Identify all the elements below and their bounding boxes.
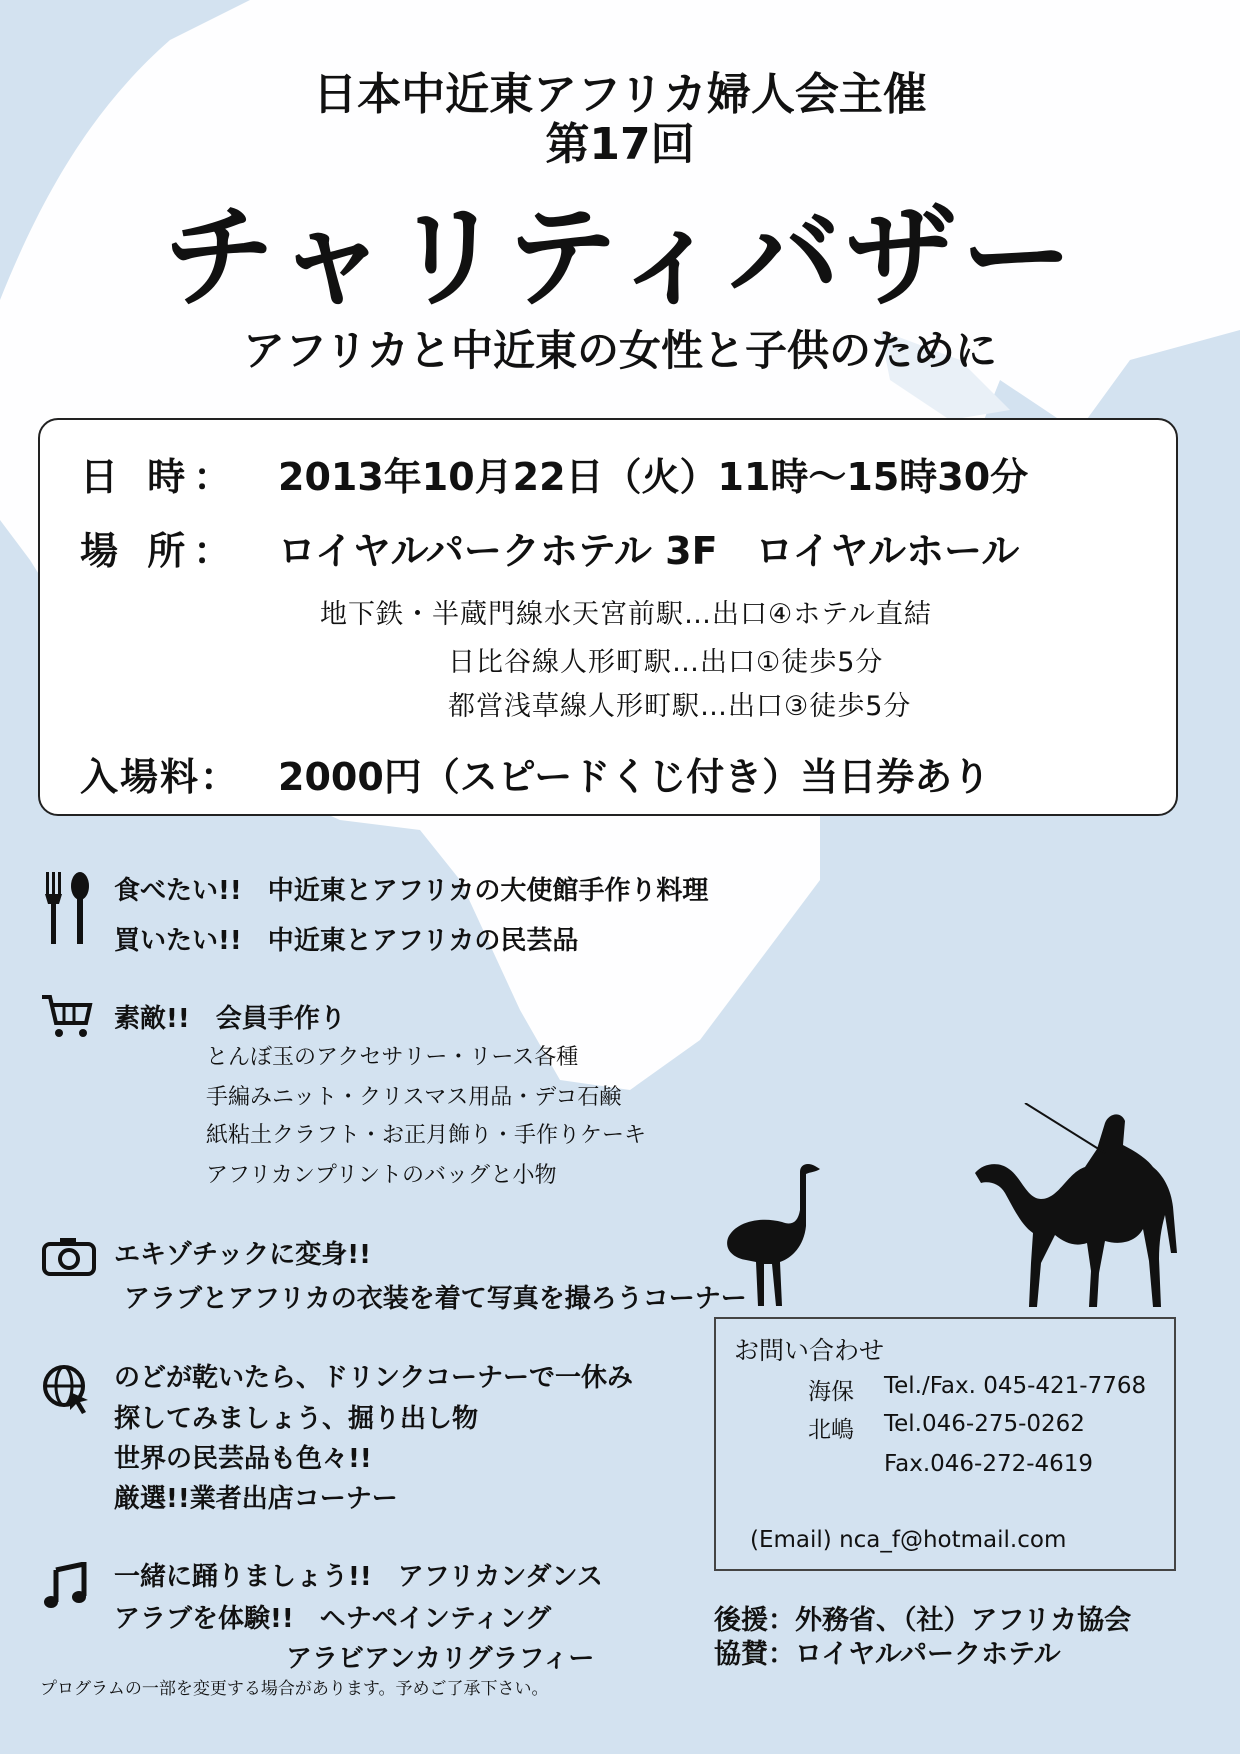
contact-heading: お問い合わせ: [734, 1336, 885, 1365]
contact-person-2: 北嶋: [808, 1417, 854, 1443]
drinks-line-2: 探してみましょう、掘り出し物: [114, 1404, 479, 1434]
drinks-line-3: 世界の民芸品も色々!!: [114, 1444, 372, 1474]
cosponsor-line: 協賛：ロイヤルパークホテル: [714, 1639, 1061, 1670]
access-line-3: 都営浅草線人形町駅…出口③徒歩5分: [448, 691, 912, 722]
page-subtitle: アフリカと中近東の女性と子供のために: [243, 326, 997, 375]
contact-person-1: 海保: [808, 1379, 854, 1405]
camel-rider-silhouette: [975, 1103, 1180, 1310]
dance-line-1: 一緒に踊りましょう!! アフリカンダンス: [114, 1562, 603, 1592]
event-info-box: [38, 418, 1178, 816]
shopping-cart-icon: [40, 993, 94, 1039]
photo-line-1: エキゾチックに変身!!: [114, 1240, 371, 1270]
contact-person-2-fax: Fax.046-272-4619: [884, 1451, 1094, 1477]
crafts-heading: 素敵!! 会員手作り: [114, 1004, 346, 1034]
date-label: 日 時：: [80, 455, 240, 499]
crafts-item-3: 紙粘土クラフト・お正月飾り・手作りケーキ: [206, 1123, 647, 1148]
access-line-2: 日比谷線人形町駅…出口①徒歩5分: [448, 647, 884, 678]
place-value: ロイヤルパークホテル 3F ロイヤルホール: [278, 529, 1020, 573]
drinks-line-1: のどが乾いたら、ドリンクコーナーで一休み: [114, 1363, 633, 1393]
contact-person-2-tel: Tel.046-275-0262: [884, 1411, 1085, 1437]
music-note-icon: [44, 1562, 88, 1610]
contact-email[interactable]: (Email) nca_f@hotmail.com: [750, 1527, 1067, 1553]
program-change-note: プログラムの一部を変更する場合があります。予めご了承下さい。: [40, 1679, 549, 1699]
crafts-item-4: アフリカンプリントのバッグと小物: [206, 1163, 557, 1188]
crafts-item-1: とんぼ玉のアクセサリー・リース各種: [206, 1045, 579, 1070]
edition-number: 第17回: [545, 119, 695, 170]
date-value: 2013年10月22日（火）11時～15時30分: [278, 455, 1029, 499]
food-line-2: 買いたい!! 中近東とアフリカの民芸品: [114, 926, 579, 956]
camera-icon: [42, 1236, 96, 1276]
page-title: チャリティバザー: [163, 193, 1077, 323]
crafts-item-2: 手編みニット・クリスマス用品・デコ石鹸: [206, 1085, 622, 1110]
contact-person-1-tel: Tel./Fax. 045-421-7768: [884, 1373, 1147, 1399]
access-line-1: 地下鉄・半蔵門線水天宮前駅…出口④ホテル直結: [320, 599, 932, 630]
contact-box: [714, 1317, 1176, 1571]
drinks-line-4: 厳選!!業者出店コーナー: [114, 1484, 398, 1514]
support-line: 後援：外務省、（社）アフリカ協会: [714, 1605, 1132, 1636]
dance-line-3: アラビアンカリグラフィー: [286, 1644, 595, 1674]
photo-line-2: アラブとアフリカの衣装を着て写真を撮ろうコーナー: [124, 1284, 747, 1314]
dance-line-2: アラブを体験!! ヘナペインティング: [114, 1604, 552, 1634]
fee-label: 入場料：: [80, 755, 241, 799]
fee-value: 2000円（スピードくじ付き）当日券あり: [278, 755, 991, 799]
organizer-line: 日本中近東アフリカ婦人会主催: [313, 69, 927, 120]
food-line-1: 食べたい!! 中近東とアフリカの大使館手作り料理: [114, 876, 709, 906]
fork-spoon-icon: [42, 870, 92, 946]
place-label: 場 所：: [80, 529, 240, 573]
globe-cursor-icon: [42, 1364, 92, 1414]
